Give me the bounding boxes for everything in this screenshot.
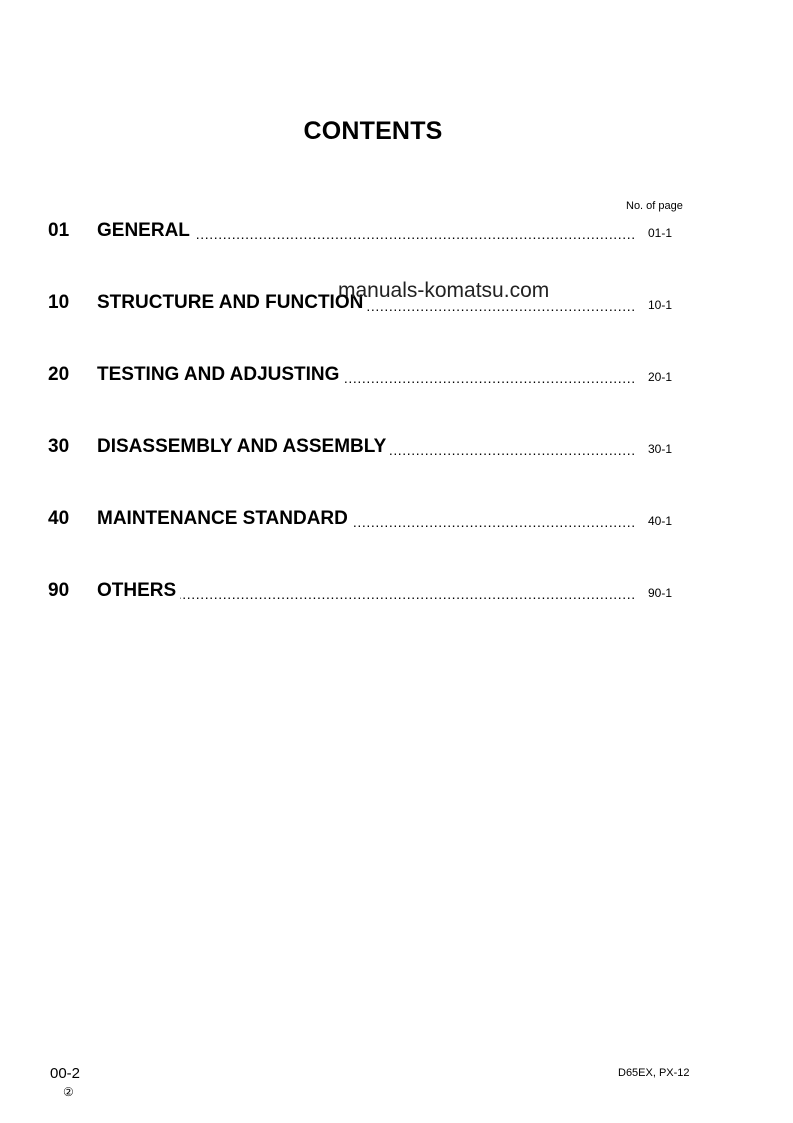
toc-section-number: 20	[48, 364, 70, 385]
toc-page-ref: 10-1	[648, 298, 673, 312]
page-column-header: No. of page	[626, 200, 683, 212]
footer-model: D65EX, PX-12	[618, 1067, 690, 1079]
toc-section-label: GENERAL	[97, 220, 194, 242]
watermark: manuals-komatsu.com	[338, 279, 550, 302]
toc-entry-maintenance-standard[interactable]	[48, 508, 688, 532]
footer-page-number: 00-2	[50, 1065, 81, 1082]
toc-page-ref: 30-1	[648, 442, 673, 456]
toc-entry-disassembly-and-assembly[interactable]	[48, 436, 688, 460]
toc-page-ref: 90-1	[648, 586, 673, 600]
toc-section-label: DISASSEMBLY AND ASSEMBLY	[97, 436, 390, 458]
toc-section-label: OTHERS	[97, 580, 180, 602]
toc-section-label: STRUCTURE AND FUNCTION	[97, 292, 367, 314]
toc-section-number: 10	[48, 292, 70, 313]
toc-section-number: 30	[48, 436, 70, 457]
footer-revision-mark: ②	[63, 1085, 74, 1099]
toc-section-label: MAINTENANCE STANDARD	[97, 508, 352, 530]
toc-entry-others[interactable]	[48, 580, 688, 604]
toc-section-number: 40	[48, 508, 70, 529]
toc-section-label: TESTING AND ADJUSTING	[97, 364, 343, 386]
toc-entry-testing-and-adjusting[interactable]	[48, 364, 688, 388]
toc-section-number: 01	[48, 220, 70, 241]
toc-section-number: 90	[48, 580, 70, 601]
page-title: CONTENTS	[303, 117, 443, 145]
toc-page-ref: 40-1	[648, 514, 673, 528]
toc-page-ref: 01-1	[648, 226, 673, 240]
toc-entry-general[interactable]	[48, 220, 688, 244]
toc-page-ref: 20-1	[648, 370, 673, 384]
